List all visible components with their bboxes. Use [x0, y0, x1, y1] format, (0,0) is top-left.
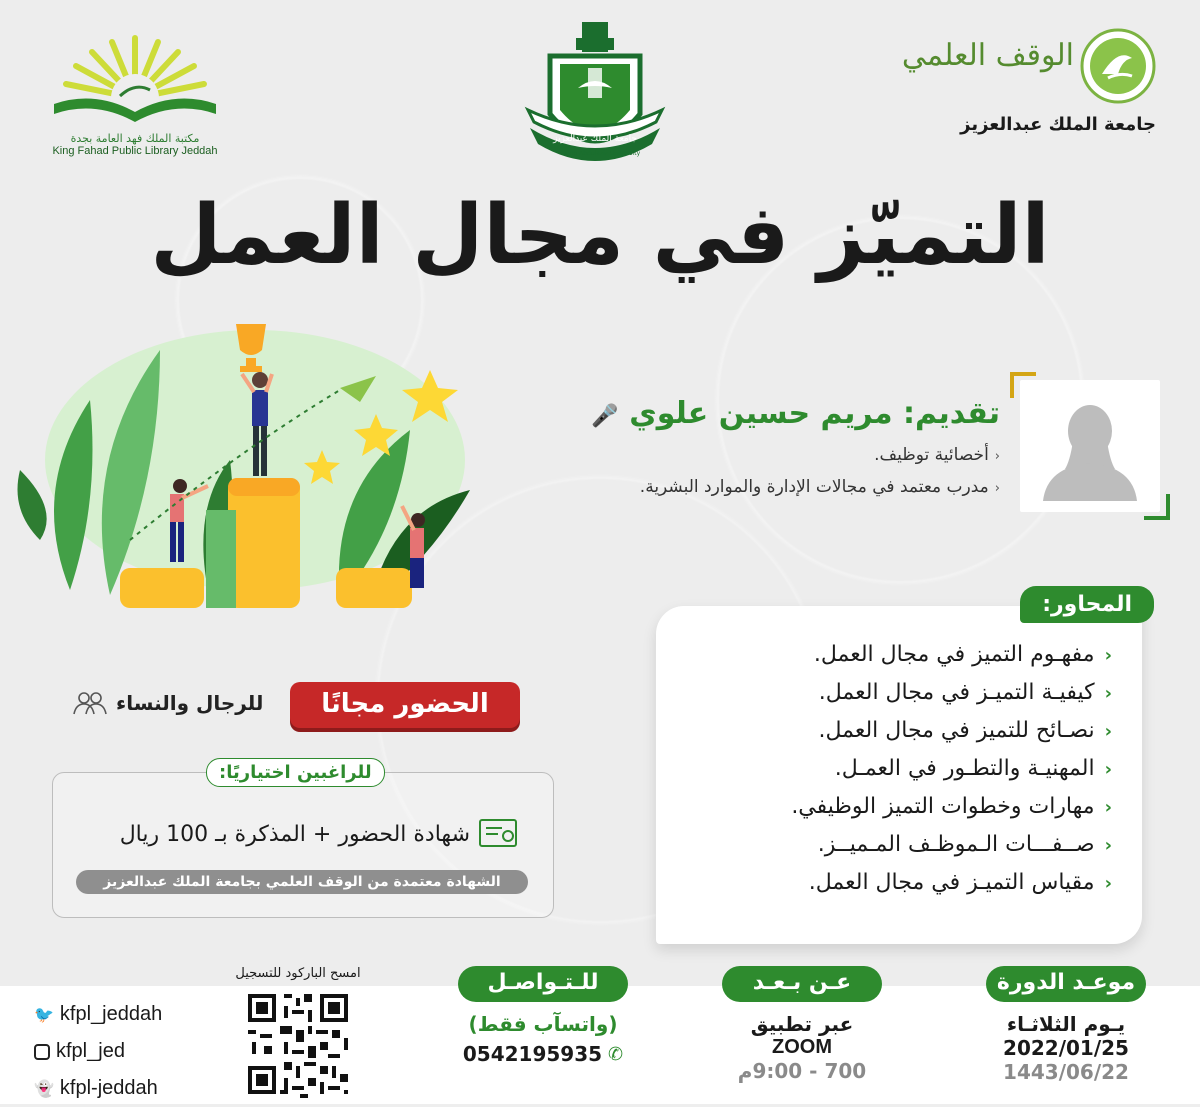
- library-name-ar: مكتبة الملك فهد العامة بجدة: [70, 132, 200, 145]
- audience-text: للرجال والنساء: [116, 691, 264, 715]
- instagram-link[interactable]: kfpl_jed: [34, 1033, 162, 1070]
- waqf-logo: [901, 28, 1160, 138]
- contact-label: للـتـواصـل: [458, 966, 628, 1002]
- person-silhouette-icon: [1035, 391, 1145, 501]
- axis-item: ‹كيفيـة التميـز في مجال العمل.: [818, 680, 1112, 705]
- contact-info: [448, 1012, 638, 1066]
- remote-app: ZOOM: [772, 1036, 832, 1058]
- chevron-icon: ‹: [1104, 797, 1112, 818]
- chevron-icon: ‹: [1104, 759, 1112, 780]
- qr-label: امسح الباركود للتسجيل: [235, 966, 361, 981]
- presenter-bullets: [640, 445, 1000, 509]
- library-sunburst-icon: [40, 26, 230, 126]
- instagram-icon: [34, 1044, 50, 1060]
- contact-phone: [448, 1042, 638, 1066]
- remote-time: 700 - 9:00م: [737, 1059, 867, 1083]
- audience: [72, 690, 263, 716]
- page-title: التميّز في مجال العمل: [150, 188, 1050, 283]
- remote-via: عبر تطبيق: [750, 1012, 854, 1036]
- twitter-link[interactable]: 🐦 kfpl_jeddah: [34, 1003, 163, 1025]
- schedule-info: [986, 1012, 1146, 1084]
- certificate-offer-text: شهادة الحضور + المذكرة بـ 100 ريال: [119, 821, 470, 847]
- certificate-offer: [88, 818, 518, 850]
- schedule-date-gregorian: 2022/01/25: [1003, 1036, 1129, 1060]
- axis-item: ‹المهنيـة والتطـور في العمـل.: [834, 756, 1112, 781]
- remote-info: [722, 1012, 882, 1083]
- snapchat-icon: 👻: [34, 1080, 54, 1098]
- chevron-icon: ‹: [1104, 835, 1112, 856]
- schedule-date-hijri: 1443/06/22: [1003, 1060, 1129, 1084]
- success-illustration: [10, 310, 480, 620]
- chevron-icon: ‹: [1104, 645, 1112, 666]
- university-seal-en: King Abdulaziz University: [564, 150, 641, 157]
- presenter-avatar: [1020, 380, 1160, 512]
- qr-code-icon: [244, 990, 352, 1098]
- library-name-en: King Fahad Public Library Jeddah: [52, 145, 218, 157]
- axis-item: ‹مهارات وخطوات التميز الوظيفي.: [791, 794, 1112, 819]
- phone-number[interactable]: 0542195935: [462, 1042, 603, 1066]
- certificate-note: الشهادة معتمدة من الوقف العلمي بجامعة الملك عبدالعزيز: [76, 870, 528, 894]
- axis-item: ‹مقياس التميـز في مجال العمل.: [808, 870, 1112, 895]
- group-people-icon: [72, 690, 108, 716]
- whatsapp-only: (واتسآب فقط): [468, 1012, 618, 1036]
- university-seal-logo: [520, 18, 670, 163]
- schedule-label: موعـد الدورة: [986, 966, 1146, 1002]
- axis-item: ‹نصـائح للتميز في مجال العمل.: [818, 718, 1112, 743]
- microphone-icon: 🎤: [591, 404, 619, 429]
- presenter-bullet: ‹مدرب معتمد في مجالات الإدارة والموارد البشرية.: [639, 477, 1000, 497]
- chevron-icon: ‹: [1104, 873, 1112, 894]
- twitter-icon: 🐦: [34, 1006, 54, 1024]
- library-logo: [40, 26, 230, 156]
- axis-item: ‹مفهـوم التميز في مجال العمل.: [813, 642, 1112, 667]
- social-links: [34, 996, 162, 1107]
- presenter-name-text: تقديم: مريم حسين علوي: [629, 396, 1000, 431]
- waqf-name: الوقف العلمي: [901, 38, 1074, 73]
- registration-qr-code[interactable]: [244, 990, 352, 1098]
- optional-label: للراغبين اختياريًا:: [206, 758, 385, 787]
- university-seal-text: جامعة الملك عبدالعزيز: [553, 134, 637, 144]
- chevron-icon: ‹: [1104, 721, 1112, 742]
- presenter-photo-frame: [1010, 372, 1170, 520]
- axes-card: [656, 606, 1142, 944]
- certificate-icon: [478, 818, 518, 850]
- remote-label: عـن بـعـد: [722, 966, 882, 1002]
- axis-item: ‹صــفـــات الـموظـف المـميــز.: [817, 832, 1112, 857]
- free-attendance-badge: الحضور مجانًا: [290, 682, 520, 728]
- presenter-name: [591, 396, 1000, 431]
- chevron-icon: ‹: [994, 449, 1000, 464]
- presenter-bullet: ‹أخصائية توظيف.: [874, 445, 1000, 465]
- schedule-day: يـوم الثلاثـاء: [1006, 1012, 1126, 1036]
- waqf-university: جامعة الملك عبدالعزيز: [960, 114, 1156, 135]
- trophy-podium-illustration-icon: [10, 310, 480, 620]
- axes-label: المحاور:: [1020, 586, 1154, 623]
- snapchat-link[interactable]: 👻 kfpl-jeddah: [34, 1077, 158, 1099]
- chevron-icon: ‹: [1104, 683, 1112, 704]
- whatsapp-icon: ✆: [608, 1043, 624, 1065]
- chevron-icon: ‹: [994, 481, 1000, 496]
